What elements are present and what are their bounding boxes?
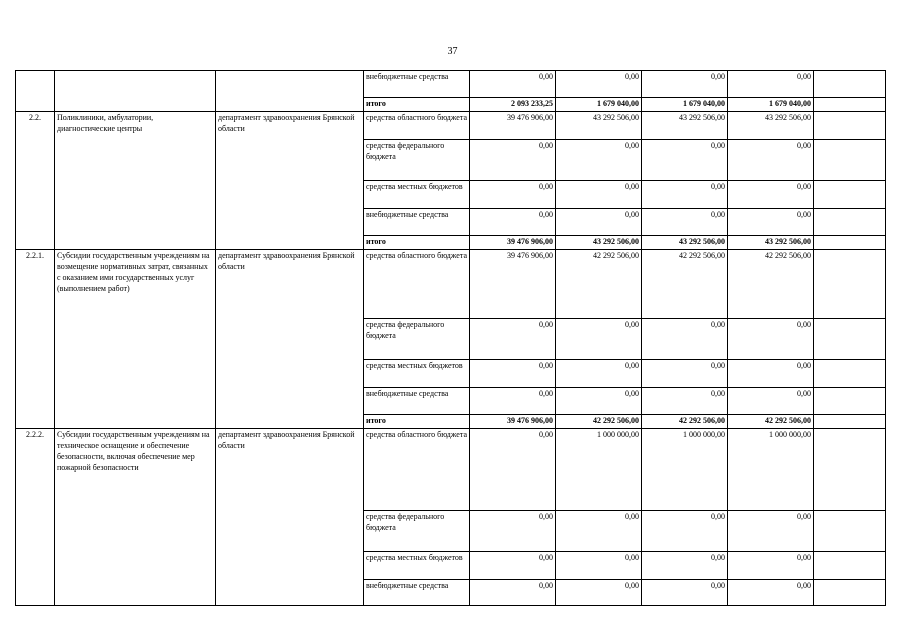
amount-cell: 0,00 [556,511,642,552]
source-cell: средства областного бюджета [364,112,470,140]
amount-cell: 42 292 506,00 [642,415,728,429]
amount-cell: 42 292 506,00 [728,415,814,429]
amount-cell: 0,00 [470,580,556,606]
amount-cell: 0,00 [642,319,728,360]
executor-cell [216,71,364,112]
source-cell: средства федерального бюджета [364,319,470,360]
source-cell: итого [364,98,470,112]
source-cell: внебюджетные средства [364,580,470,606]
executor-cell: департамент здравоохранения Брянской области [216,250,364,429]
source-cell: средства федерального бюджета [364,140,470,181]
page-number: 37 [447,46,458,57]
amount-cell: 0,00 [556,319,642,360]
amount-cell: 42 292 506,00 [642,250,728,319]
amount-cell: 0,00 [470,429,556,511]
amount-cell: 0,00 [728,181,814,209]
empty-cell [814,71,886,98]
amount-cell: 42 292 506,00 [556,415,642,429]
empty-cell [814,209,886,236]
amount-cell: 0,00 [470,140,556,181]
amount-cell: 0,00 [642,71,728,98]
empty-cell [814,429,886,511]
amount-cell: 1 679 040,00 [556,98,642,112]
number-cell [16,71,55,112]
amount-cell: 1 679 040,00 [642,98,728,112]
amount-cell: 0,00 [556,140,642,181]
number-cell: 2.2.1. [16,250,55,429]
name-cell: Поликлиники, амбулатории, диагностические центры [55,112,216,250]
empty-cell [814,140,886,181]
amount-cell: 39 476 906,00 [470,415,556,429]
empty-cell [814,360,886,388]
amount-cell: 0,00 [728,511,814,552]
source-cell: средства федерального бюджета [364,511,470,552]
amount-cell: 42 292 506,00 [728,250,814,319]
source-cell: внебюджетные средства [364,209,470,236]
amount-cell: 0,00 [556,209,642,236]
amount-cell: 0,00 [556,552,642,580]
table-row [16,71,886,98]
empty-cell [814,250,886,319]
empty-cell [814,181,886,209]
amount-cell: 0,00 [642,511,728,552]
empty-cell [814,552,886,580]
amount-cell: 0,00 [728,360,814,388]
amount-cell: 0,00 [556,388,642,415]
amount-cell: 43 292 506,00 [642,236,728,250]
amount-cell: 0,00 [556,181,642,209]
table-row [16,429,886,511]
table-row [16,112,886,140]
empty-cell [814,112,886,140]
amount-cell: 0,00 [642,360,728,388]
source-cell: итого [364,415,470,429]
amount-cell: 1 679 040,00 [728,98,814,112]
source-cell: итого [364,236,470,250]
amount-cell: 0,00 [470,209,556,236]
number-cell: 2.2.2. [16,429,55,606]
amount-cell: 43 292 506,00 [728,112,814,140]
amount-cell: 43 292 506,00 [728,236,814,250]
amount-cell: 0,00 [642,140,728,181]
amount-cell: 0,00 [470,388,556,415]
amount-cell: 0,00 [470,511,556,552]
source-cell: средства местных бюджетов [364,552,470,580]
amount-cell: 1 000 000,00 [556,429,642,511]
amount-cell: 0,00 [728,209,814,236]
table-row [16,250,886,319]
budget-table [15,70,886,606]
amount-cell: 43 292 506,00 [556,236,642,250]
amount-cell: 0,00 [728,71,814,98]
source-cell: средства местных бюджетов [364,181,470,209]
amount-cell: 0,00 [470,360,556,388]
source-cell: внебюджетные средства [364,388,470,415]
amount-cell: 0,00 [728,140,814,181]
amount-cell: 0,00 [728,552,814,580]
amount-cell: 0,00 [728,319,814,360]
name-cell [55,71,216,112]
amount-cell: 0,00 [642,388,728,415]
amount-cell: 0,00 [470,552,556,580]
amount-cell: 0,00 [728,580,814,606]
amount-cell: 0,00 [728,388,814,415]
amount-cell: 0,00 [470,71,556,98]
executor-cell: департамент здравоохранения Брянской области [216,429,364,606]
amount-cell: 1 000 000,00 [728,429,814,511]
empty-cell [814,98,886,112]
amount-cell: 0,00 [470,181,556,209]
amount-cell: 0,00 [470,319,556,360]
executor-cell: департамент здравоохранения Брянской области [216,112,364,250]
amount-cell: 1 000 000,00 [642,429,728,511]
amount-cell: 42 292 506,00 [556,250,642,319]
amount-cell: 0,00 [556,71,642,98]
name-cell: Субсидии государственным учреждениям на возмещение нормативных затрат, связанных с оказанием ими государственных услуг (выполнением работ) [55,250,216,429]
amount-cell: 0,00 [556,360,642,388]
empty-cell [814,580,886,606]
empty-cell [814,319,886,360]
amount-cell: 2 093 233,25 [470,98,556,112]
empty-cell [814,511,886,552]
empty-cell [814,236,886,250]
amount-cell: 43 292 506,00 [556,112,642,140]
amount-cell: 43 292 506,00 [642,112,728,140]
amount-cell: 0,00 [556,580,642,606]
amount-cell: 39 476 906,00 [470,112,556,140]
source-cell: внебюджетные средства [364,71,470,98]
empty-cell [814,415,886,429]
source-cell: средства областного бюджета [364,429,470,511]
amount-cell: 0,00 [642,209,728,236]
name-cell: Субсидии государственным учреждениям на техническое оснащение и обеспечение безопасности, включая обеспечение мер пожарной безопасности [55,429,216,606]
amount-cell: 0,00 [642,181,728,209]
source-cell: средства местных бюджетов [364,360,470,388]
amount-cell: 39 476 906,00 [470,236,556,250]
amount-cell: 0,00 [642,552,728,580]
number-cell: 2.2. [16,112,55,250]
amount-cell: 39 476 906,00 [470,250,556,319]
amount-cell: 0,00 [642,580,728,606]
source-cell: средства областного бюджета [364,250,470,319]
empty-cell [814,388,886,415]
